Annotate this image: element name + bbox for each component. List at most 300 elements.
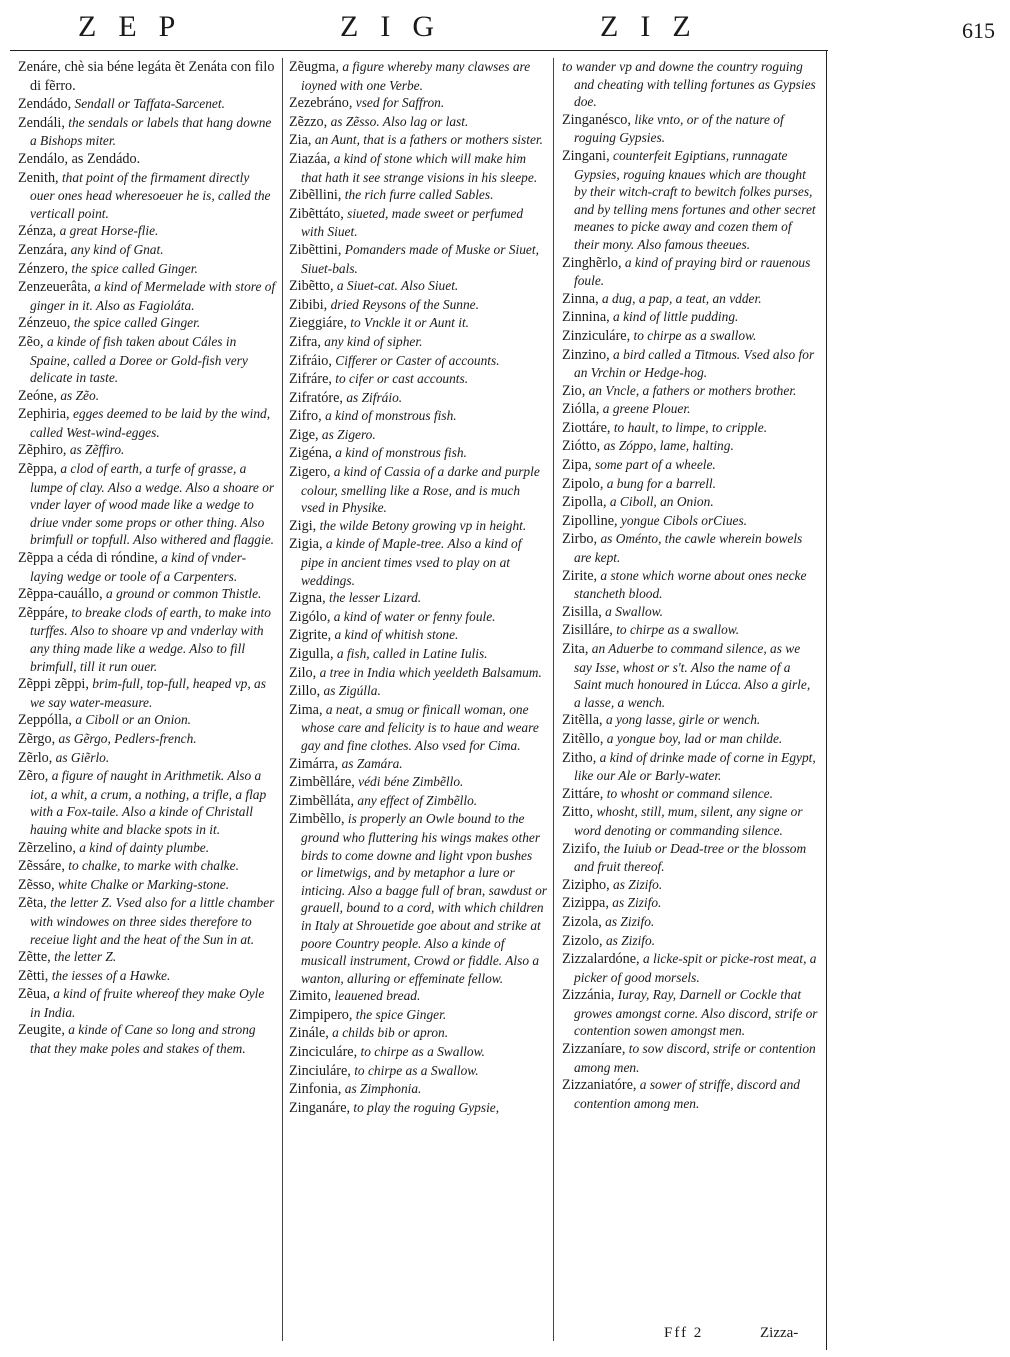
- entry-definition: a clod of earth, a turfe of grasse, a lumpe of clay. Also a wedge. Also a shoare or vnder layer of wood made like a wedge to driue vnder some props or other thing. Also brimfull or topfull. Also withered and flaggie.: [30, 461, 275, 548]
- entry-definition: to chalke, to marke with chalke.: [68, 858, 239, 874]
- dictionary-entry: [289, 58, 547, 94]
- entry-definition: a Ciboll or an Onion.: [75, 712, 192, 728]
- entry-headword: Zénza,: [18, 223, 57, 240]
- entry-headword: Zitẽllo,: [562, 730, 604, 747]
- entry-headword: Zenzára,: [18, 241, 68, 258]
- entry-headword: Zingani,: [562, 147, 610, 164]
- dictionary-entry: [18, 675, 276, 711]
- dictionary-entry: [562, 308, 820, 327]
- entry-definition: a kind of dainty plumbe.: [79, 839, 210, 855]
- dictionary-entry: [562, 1076, 820, 1112]
- dictionary-entry: [289, 94, 547, 113]
- entry-definition: a Siuet-cat. Also Siuet.: [336, 278, 459, 294]
- dictionary-entry: [562, 950, 820, 986]
- entry-definition: the Iuiub or Dead-tree or the blossom and fruit thereof.: [574, 840, 807, 875]
- entry-definition: any kind of sipher.: [324, 333, 423, 349]
- entry-headword: Zisilla,: [562, 603, 602, 620]
- dictionary-entry: [289, 150, 547, 186]
- entry-headword: Zénzero,: [18, 260, 69, 277]
- entry-definition: as Zimphonia.: [344, 1081, 422, 1097]
- entry-headword: Zigna,: [289, 590, 326, 607]
- entry-headword: Zibẽllini,: [289, 187, 342, 204]
- dictionary-entry: [289, 664, 547, 683]
- entry-definition: to chirpe as a swallow.: [633, 327, 757, 343]
- entry-definition: a yong lasse, girle or wench.: [605, 712, 761, 728]
- entry-headword: Zilo,: [289, 664, 317, 681]
- dictionary-entry: [18, 894, 276, 948]
- entry-definition: to play the roguing Gypsie,: [353, 1099, 500, 1115]
- entry-headword: Zitto,: [562, 804, 594, 821]
- entry-definition: brim-full, top-full, heaped vp, as we say water-measure.: [30, 676, 266, 710]
- dictionary-entry: [562, 530, 820, 566]
- dictionary-entry: [289, 205, 547, 241]
- dictionary-entry: [562, 512, 820, 531]
- dictionary-entry: [289, 1099, 547, 1118]
- dictionary-entry: [18, 549, 276, 585]
- entry-headword: Zeugite,: [18, 1022, 65, 1039]
- dictionary-entry: [289, 626, 547, 645]
- entry-definition: to hault, to limpe, to cripple.: [613, 419, 768, 435]
- entry-definition: a kind of monstrous fish.: [335, 445, 467, 461]
- entry-headword: Zibẽttáto,: [289, 205, 344, 222]
- dictionary-entry: [562, 840, 820, 876]
- entry-headword: Zifratóre,: [289, 389, 343, 406]
- dictionary-entry: [289, 517, 547, 536]
- entry-headword: Zifráio,: [289, 352, 332, 369]
- entry-headword: Zeóne,: [18, 387, 57, 404]
- dictionary-entry: [18, 730, 276, 749]
- entry-headword: Zendádo,: [18, 96, 72, 113]
- entry-headword: Zimbẽlláta,: [289, 792, 355, 809]
- entry-headword: Zigulla,: [289, 646, 334, 662]
- entry-definition: the spice Ginger.: [355, 1006, 447, 1022]
- entry-definition: a Ciboll, an Onion.: [609, 494, 714, 510]
- dictionary-entry: [289, 389, 547, 408]
- dictionary-entry: [289, 113, 547, 132]
- entry-definition: as Zóppo, lame, halting.: [603, 438, 734, 454]
- entry-headword: Zẽo,: [18, 333, 44, 350]
- dictionary-entry: [18, 604, 276, 675]
- entry-definition: the rich furre called Sables.: [344, 187, 494, 203]
- dictionary-entry: [289, 296, 547, 315]
- dictionary-entry: [18, 749, 276, 768]
- page-number: 615: [962, 18, 995, 43]
- entry-headword: Zezebráno,: [289, 95, 353, 112]
- entry-definition: a dug, a pap, a teat, an vdder.: [602, 290, 762, 306]
- entry-definition: an Aduerbe to command silence, as we say Isse, whost or s't. Also the name of a Saint much honoured in Lúcca. Also a girle, a lasse, a wench.: [574, 641, 811, 710]
- entry-headword: Zifráre,: [289, 371, 332, 388]
- entry-definition: Sendall or Taffata-Sarcenet.: [74, 96, 225, 112]
- entry-headword: Zinále,: [289, 1025, 329, 1042]
- entry-definition: as Oménto, the cawle wherein bowels are kept.: [574, 531, 803, 566]
- dictionary-entry: [289, 682, 547, 701]
- entry-definition: a kind of drinke made of corne in Egypt, like our Ale or Barly-water.: [574, 749, 816, 784]
- running-head-left: ZEP: [78, 10, 198, 43]
- dictionary-entry: [289, 645, 547, 664]
- dictionary-entry: [562, 913, 820, 932]
- dictionary-entry: [562, 711, 820, 730]
- entry-headword: Zẽua,: [18, 986, 50, 1003]
- entry-definition: a great Horse-flie.: [59, 223, 159, 239]
- entry-headword: Zigrite,: [289, 627, 332, 644]
- entry-definition: as Zẽo.: [60, 387, 100, 403]
- entry-headword: Zita,: [562, 641, 589, 657]
- entry-headword: Zizzánia,: [562, 987, 615, 1004]
- entry-definition: a licke-spit or picke-rost meat, a picker of good morsels.: [574, 951, 817, 985]
- entry-definition: the sendals or labels that hang downe a Bishops miter.: [30, 114, 272, 149]
- dictionary-entry: [562, 876, 820, 895]
- dictionary-entry: [289, 755, 547, 774]
- dictionary-entry: [289, 277, 547, 296]
- entry-headword: Zisilláre,: [562, 622, 613, 639]
- entry-headword: Zizzaniatóre,: [562, 1077, 637, 1094]
- dictionary-entry: [562, 749, 820, 785]
- dictionary-entry: [18, 857, 276, 876]
- entry-headword: Zinzino,: [562, 346, 610, 363]
- entry-headword: Zẽta,: [18, 895, 47, 912]
- dictionary-entry: [562, 382, 820, 401]
- entry-definition: a kind of monstrous fish.: [325, 408, 457, 424]
- entry-definition: the lesser Lizard.: [329, 590, 422, 606]
- entry-headword: Zinciuláre,: [289, 1062, 351, 1079]
- dictionary-entry: [18, 585, 276, 604]
- entry-headword: Zieggiáre,: [289, 315, 347, 332]
- entry-definition: a kinde of Maple-tree. Also a kind of pipe in ancient times vsed to play on at weddings.: [301, 536, 522, 588]
- entry-headword: Zirbo,: [562, 531, 598, 548]
- dictionary-entry: [18, 114, 276, 150]
- dictionary-entry: [289, 131, 547, 150]
- column-3: [562, 58, 820, 1112]
- entry-definition: to chirpe as a swallow.: [616, 622, 740, 638]
- dictionary-entry: [18, 387, 276, 406]
- entry-definition: a kind of whitish stone.: [334, 627, 459, 643]
- entry-headword: Zénzeuo,: [18, 315, 71, 332]
- entry-headword: Zẽzzo,: [289, 113, 328, 130]
- entry-definition: a greene Plouer.: [602, 401, 691, 417]
- entry-definition: a bung for a barrell.: [606, 475, 716, 491]
- entry-definition: is properly an Owle bound to the ground who fluttering his wings makes other birds to come downe and light vpon bushes or limetwigs, and by metaphor a lure or inticing. Also a bagge full of bran, sawdust or grauell, bound to a cord, with which children in Italy at Shrouetide goe about and strike at poore Country people. Also a kinde of musicall instrument, Crowd or fiddle. Also a wanton, alluring or effeminate fellow.: [301, 811, 548, 986]
- dictionary-entry: [289, 701, 547, 755]
- entry-definition: a yongue boy, lad or man childe.: [606, 730, 783, 746]
- entry-definition: a stone which worne about ones necke stancheth blood.: [574, 567, 807, 602]
- entry-definition: a kind of vnder-laying wedge or toole of a Carpenters.: [30, 550, 247, 584]
- dictionary-entry: [562, 254, 820, 290]
- dictionary-entry: [562, 803, 820, 839]
- catchword: Zizza-: [760, 1325, 799, 1341]
- entry-definition: the letter Z. Vsed also for a little chamber with windowes on three sides therefore to receiue light and the heat of the Sun in at.: [30, 895, 275, 947]
- dictionary-entry: [562, 730, 820, 749]
- entry-headword: Zigero,: [289, 464, 331, 481]
- entry-headword: Zimbẽllo,: [289, 811, 345, 828]
- entry-definition: a neat, a smug or finicall woman, one whose care and felicity is to haue and weare gay and fine clothes. Also vsed for Cima.: [301, 701, 539, 753]
- dictionary-entry: [289, 810, 547, 987]
- entry-definition: the spice called Ginger.: [71, 260, 198, 276]
- entry-definition: whosht, still, mum, silent, any signe or word denoting or commanding silence.: [574, 804, 803, 838]
- entry-headword: Zimpipero,: [289, 1006, 353, 1023]
- entry-headword: Zigéna,: [289, 445, 332, 462]
- entry-definition: siueted, made sweet or perfumed with Siuet.: [301, 205, 524, 240]
- entry-headword: Zipa,: [562, 457, 592, 474]
- dictionary-entry: [289, 1024, 547, 1043]
- dictionary-entry: [562, 327, 820, 346]
- entry-headword: Zẽtti,: [18, 967, 49, 984]
- entry-definition: a childs bib or apron.: [332, 1025, 449, 1041]
- entry-definition: to breake clods of earth, to make into turffes. Also to shoare vp and vnderlay with any thing made like a wedge. Also to fill brimfull, till it run ouer.: [30, 604, 271, 674]
- entry-headword: Zẽugma,: [289, 59, 340, 75]
- entry-headword: Zinfonia,: [289, 1081, 342, 1098]
- entry-definition: vsed for Saffron.: [355, 95, 445, 111]
- entry-headword: Zitho,: [562, 749, 597, 766]
- entry-definition: as Zizifo.: [605, 913, 655, 929]
- entry-definition: the wilde Betony growing vp in height.: [319, 517, 527, 533]
- entry-headword: Zẽppa,: [18, 461, 57, 478]
- dictionary-entry: [18, 985, 276, 1021]
- entry-headword: Zio,: [562, 382, 586, 399]
- entry-headword: Zittáre,: [562, 785, 604, 802]
- dictionary-entry: [562, 1040, 820, 1076]
- entry-headword: Zimárra,: [289, 755, 339, 772]
- entry-definition: a kind of praying bird or rauenous foule.: [574, 254, 811, 289]
- entry-headword: Zipolo,: [562, 475, 604, 492]
- dictionary-entry: [289, 1062, 547, 1081]
- entry-headword: Zẽrzelino,: [18, 839, 76, 856]
- dictionary-entry: [562, 147, 820, 254]
- dictionary-entry: [18, 222, 276, 241]
- dictionary-entry: [18, 314, 276, 333]
- entry-headword: Zibẽttini,: [289, 241, 342, 258]
- dictionary-entry: [289, 1006, 547, 1025]
- running-head-right: ZIZ: [600, 10, 713, 43]
- entry-headword: Zinziculáre,: [562, 327, 631, 344]
- entry-headword: Zima,: [289, 701, 323, 718]
- entry-headword: Zige,: [289, 426, 319, 443]
- dictionary-entry: [562, 894, 820, 913]
- entry-definition: as Zifráio.: [346, 389, 403, 405]
- entry-definition: a kind of Cassia of a darke and purple colour, smelling like a Rose, and is much vsed in Physike.: [301, 464, 540, 516]
- entry-headword: Zimito,: [289, 988, 332, 1005]
- dictionary-entry: [562, 640, 820, 711]
- entry-headword: Zẽppa a céda di róndine,: [18, 550, 158, 567]
- entry-definition: white Chalke or Marking-stone.: [58, 876, 230, 892]
- entry-headword: Zipolline,: [562, 512, 618, 529]
- dictionary-entry: [289, 792, 547, 811]
- entry-definition: to chirpe as a Swallow.: [360, 1044, 485, 1060]
- dictionary-entry: [289, 1043, 547, 1062]
- entry-headword: Zẽssáre,: [18, 858, 65, 875]
- dictionary-entry: [18, 839, 276, 858]
- entry-headword: Zizolo,: [562, 932, 603, 949]
- dictionary-entry: [289, 987, 547, 1006]
- entry-definition: any kind of Gnat.: [70, 241, 164, 257]
- entry-definition: some part of a wheele.: [594, 457, 716, 473]
- entry-definition: to cifer or cast accounts.: [335, 371, 469, 387]
- entry-definition: a bird called a Titmous. Vsed also for an Vrchin or Hedge-hog.: [574, 346, 815, 381]
- entry-definition: an Vncle, a fathers or mothers brother.: [588, 382, 797, 398]
- entry-definition: a kind of fruite whereof they make Oyle in India.: [30, 986, 265, 1020]
- entry-headword: Zenith,: [18, 169, 59, 186]
- entry-headword: Zizzaníare,: [562, 1041, 626, 1058]
- entry-definition: a kind of water or fenny foule.: [333, 608, 496, 624]
- entry-headword: Zẽrlo,: [18, 749, 53, 766]
- entry-definition: to chirpe as a Swallow.: [354, 1062, 479, 1078]
- entry-headword: Zigia,: [289, 536, 323, 553]
- dictionary-entry: [18, 333, 276, 387]
- entry-definition: as Zamára.: [341, 755, 403, 771]
- entry-definition: as Zizifo.: [613, 876, 663, 892]
- dictionary-entry: [289, 535, 547, 589]
- entry-definition: a kinde of Cane so long and strong that they make poles and stakes of them.: [30, 1022, 256, 1057]
- entry-headword: Zinghẽrlo,: [562, 254, 622, 271]
- entry-definition: to whosht or command silence.: [606, 785, 773, 801]
- entry-headword: Zẽsso,: [18, 876, 55, 893]
- entry-headword: Zẽppa-cauállo,: [18, 586, 103, 603]
- dictionary-entry: [562, 621, 820, 640]
- entry-definition: the spice called Ginger.: [73, 315, 201, 331]
- entry-headword: Ziazáa,: [289, 150, 331, 167]
- dictionary-entry: [562, 346, 820, 382]
- dictionary-entry: [18, 767, 276, 838]
- dictionary-entry: [289, 370, 547, 389]
- dictionary-entry: [289, 314, 547, 333]
- entry-definition: a kind of little pudding.: [613, 309, 739, 325]
- entry-definition: a fish, called in Latine Iulis.: [336, 646, 488, 661]
- dictionary-entry: [562, 437, 820, 456]
- entry-definition: that point of the firmament directly ouer ones head wheresoeuer he is, called the verticall point.: [30, 169, 271, 221]
- entry-headword: Zẽro,: [18, 768, 49, 785]
- dictionary-entry: [18, 241, 276, 260]
- entry-definition: as Zizifo.: [605, 932, 656, 948]
- entry-headword: Zendálo, as Zendádo.: [18, 150, 141, 167]
- entry-definition: an Aunt, that is a fathers or mothers sister.: [314, 132, 543, 148]
- entry-definition: a tree in India which yeeldeth Balsamum.: [319, 664, 542, 680]
- top-rule: [10, 50, 828, 51]
- dictionary-entry: [18, 967, 276, 986]
- entry-headword: Ziottáre,: [562, 419, 611, 436]
- entry-headword: Zibẽtto,: [289, 278, 334, 295]
- dictionary-entry: [18, 460, 276, 549]
- dictionary-entry: [18, 405, 276, 441]
- entry-definition: as Zẽsso. Also lag or last.: [330, 113, 469, 129]
- dictionary-entry: [562, 58, 820, 111]
- entry-headword: Zizzalardóne,: [562, 951, 640, 968]
- entry-headword: Zenzeuerâta,: [18, 279, 91, 296]
- dictionary-entry: [18, 441, 276, 460]
- entry-headword: Ziólla,: [562, 401, 600, 418]
- entry-definition: to wander vp and downe the country roguing and cheating with telling fortunes as Gypsies doe.: [562, 59, 816, 110]
- entry-definition: a kind of stone which will make him that hath it see strange visions in his sleepe.: [301, 150, 538, 185]
- dictionary-entry: [562, 567, 820, 603]
- dictionary-entry: [562, 475, 820, 494]
- entry-definition: a sower of striffe, discord and contention among men.: [574, 1077, 800, 1111]
- dictionary-entry: [289, 241, 547, 277]
- entry-headword: Zizifo,: [562, 840, 601, 857]
- dictionary-entry: [289, 352, 547, 371]
- entry-definition: Cifferer or Caster of accounts.: [335, 352, 500, 368]
- running-head: [0, 8, 1010, 50]
- column-1: [18, 58, 276, 1058]
- dictionary-entry: [18, 169, 276, 223]
- dictionary-entry: [289, 444, 547, 463]
- entry-headword: Zibibi,: [289, 296, 328, 313]
- entry-definition: a figure whereby many clawses are ioyned with one Verbe.: [301, 59, 531, 93]
- dictionary-entry: [18, 58, 276, 95]
- dictionary-entry: [562, 785, 820, 804]
- entry-definition: as Gẽrgo, Pedlers-french.: [58, 730, 197, 746]
- dictionary-entry: [18, 711, 276, 730]
- entry-definition: any effect of Zimbẽllo.: [357, 792, 478, 808]
- entry-headword: Zizippa,: [562, 895, 609, 912]
- column-divider: [553, 58, 554, 1341]
- dictionary-entry: [18, 948, 276, 967]
- entry-definition: egges deemed to be laid by the wind, called West-wind-egges.: [30, 406, 271, 440]
- dictionary-entry: [562, 290, 820, 309]
- dictionary-entry: [289, 463, 547, 517]
- entry-definition: as Giẽrlo.: [55, 749, 110, 765]
- dictionary-entry: [562, 603, 820, 622]
- dictionary-entry: [18, 876, 276, 895]
- entry-headword: Zia,: [289, 132, 312, 149]
- dictionary-entry: [289, 608, 547, 627]
- entry-headword: Zinnina,: [562, 309, 610, 326]
- dictionary-entry: [562, 932, 820, 951]
- entry-definition: yongue Cibols orCiues.: [620, 512, 748, 528]
- entry-headword: Zendáli,: [18, 114, 65, 131]
- dictionary-entry: [18, 260, 276, 279]
- entry-definition: a Swallow.: [605, 603, 663, 619]
- entry-headword: Zifra,: [289, 333, 321, 350]
- entry-headword: Zinganésco,: [562, 111, 631, 128]
- entry-definition: as Zizifo.: [612, 895, 662, 911]
- entry-definition: a figure of naught in Arithmetik. Also a iot, a whit, a crum, a nothing, a trifle, a flap with a Fox-taile. Also a kinde of Christall hauing white and blacke spots in it.: [30, 768, 267, 837]
- entry-headword: Zifro,: [289, 408, 322, 425]
- dictionary-entry: [562, 493, 820, 512]
- dictionary-entry: [18, 278, 276, 314]
- dictionary-entry: [562, 456, 820, 475]
- entry-headword: Zizola,: [562, 913, 602, 930]
- running-head-center: ZIG: [340, 10, 456, 43]
- entry-headword: Zẽppáre,: [18, 604, 69, 621]
- signature-mark: Fff 2: [664, 1325, 704, 1341]
- entry-definition: védi béne Zimbẽllo.: [358, 774, 464, 790]
- dictionary-entry: [18, 150, 276, 169]
- entry-headword: Ziótto,: [562, 438, 601, 455]
- entry-definition: leauened bread.: [334, 988, 421, 1004]
- entry-headword: Zenáre, chè sia béne legáta ẽt Zenáta con filo di fẽrro.: [18, 59, 275, 94]
- dictionary-entry: [562, 400, 820, 419]
- right-rule: [826, 50, 827, 1350]
- entry-headword: Zimbẽlláre,: [289, 774, 355, 791]
- entry-headword: Zeppólla,: [18, 712, 72, 729]
- dictionary-entry: [562, 419, 820, 438]
- entry-definition: Pomanders made of Muske or Siuet, Siuet-bals.: [301, 241, 539, 276]
- entry-headword: Zinna,: [562, 290, 599, 307]
- entry-headword: Zigólo,: [289, 608, 331, 625]
- entry-headword: Zẽrgo,: [18, 730, 56, 747]
- entry-headword: Zillo,: [289, 683, 321, 700]
- column-divider: [282, 58, 283, 1341]
- dictionary-entry: [18, 1021, 276, 1057]
- entry-headword: Ziziphо,: [562, 876, 610, 893]
- entry-headword: Zigi,: [289, 517, 317, 534]
- entry-headword: Zipolla,: [562, 494, 607, 511]
- entry-definition: dried Reysons of the Sunne.: [330, 296, 479, 312]
- dictionary-entry: [289, 1080, 547, 1099]
- entry-definition: as Zigero.: [321, 426, 376, 442]
- entry-headword: Zinganáre,: [289, 1099, 351, 1116]
- page-footer: [0, 1325, 1010, 1349]
- entry-definition: as Zigúlla.: [323, 683, 381, 699]
- entry-definition: counterfeit Egiptians, runnagate Gypsies, roguing knaues which are thought by their witch-craft to bewitch folkes purses, and by telling mens fortunes and other secret meanes to picke away and cozen them of their mony. Also famous theeues.: [574, 147, 816, 252]
